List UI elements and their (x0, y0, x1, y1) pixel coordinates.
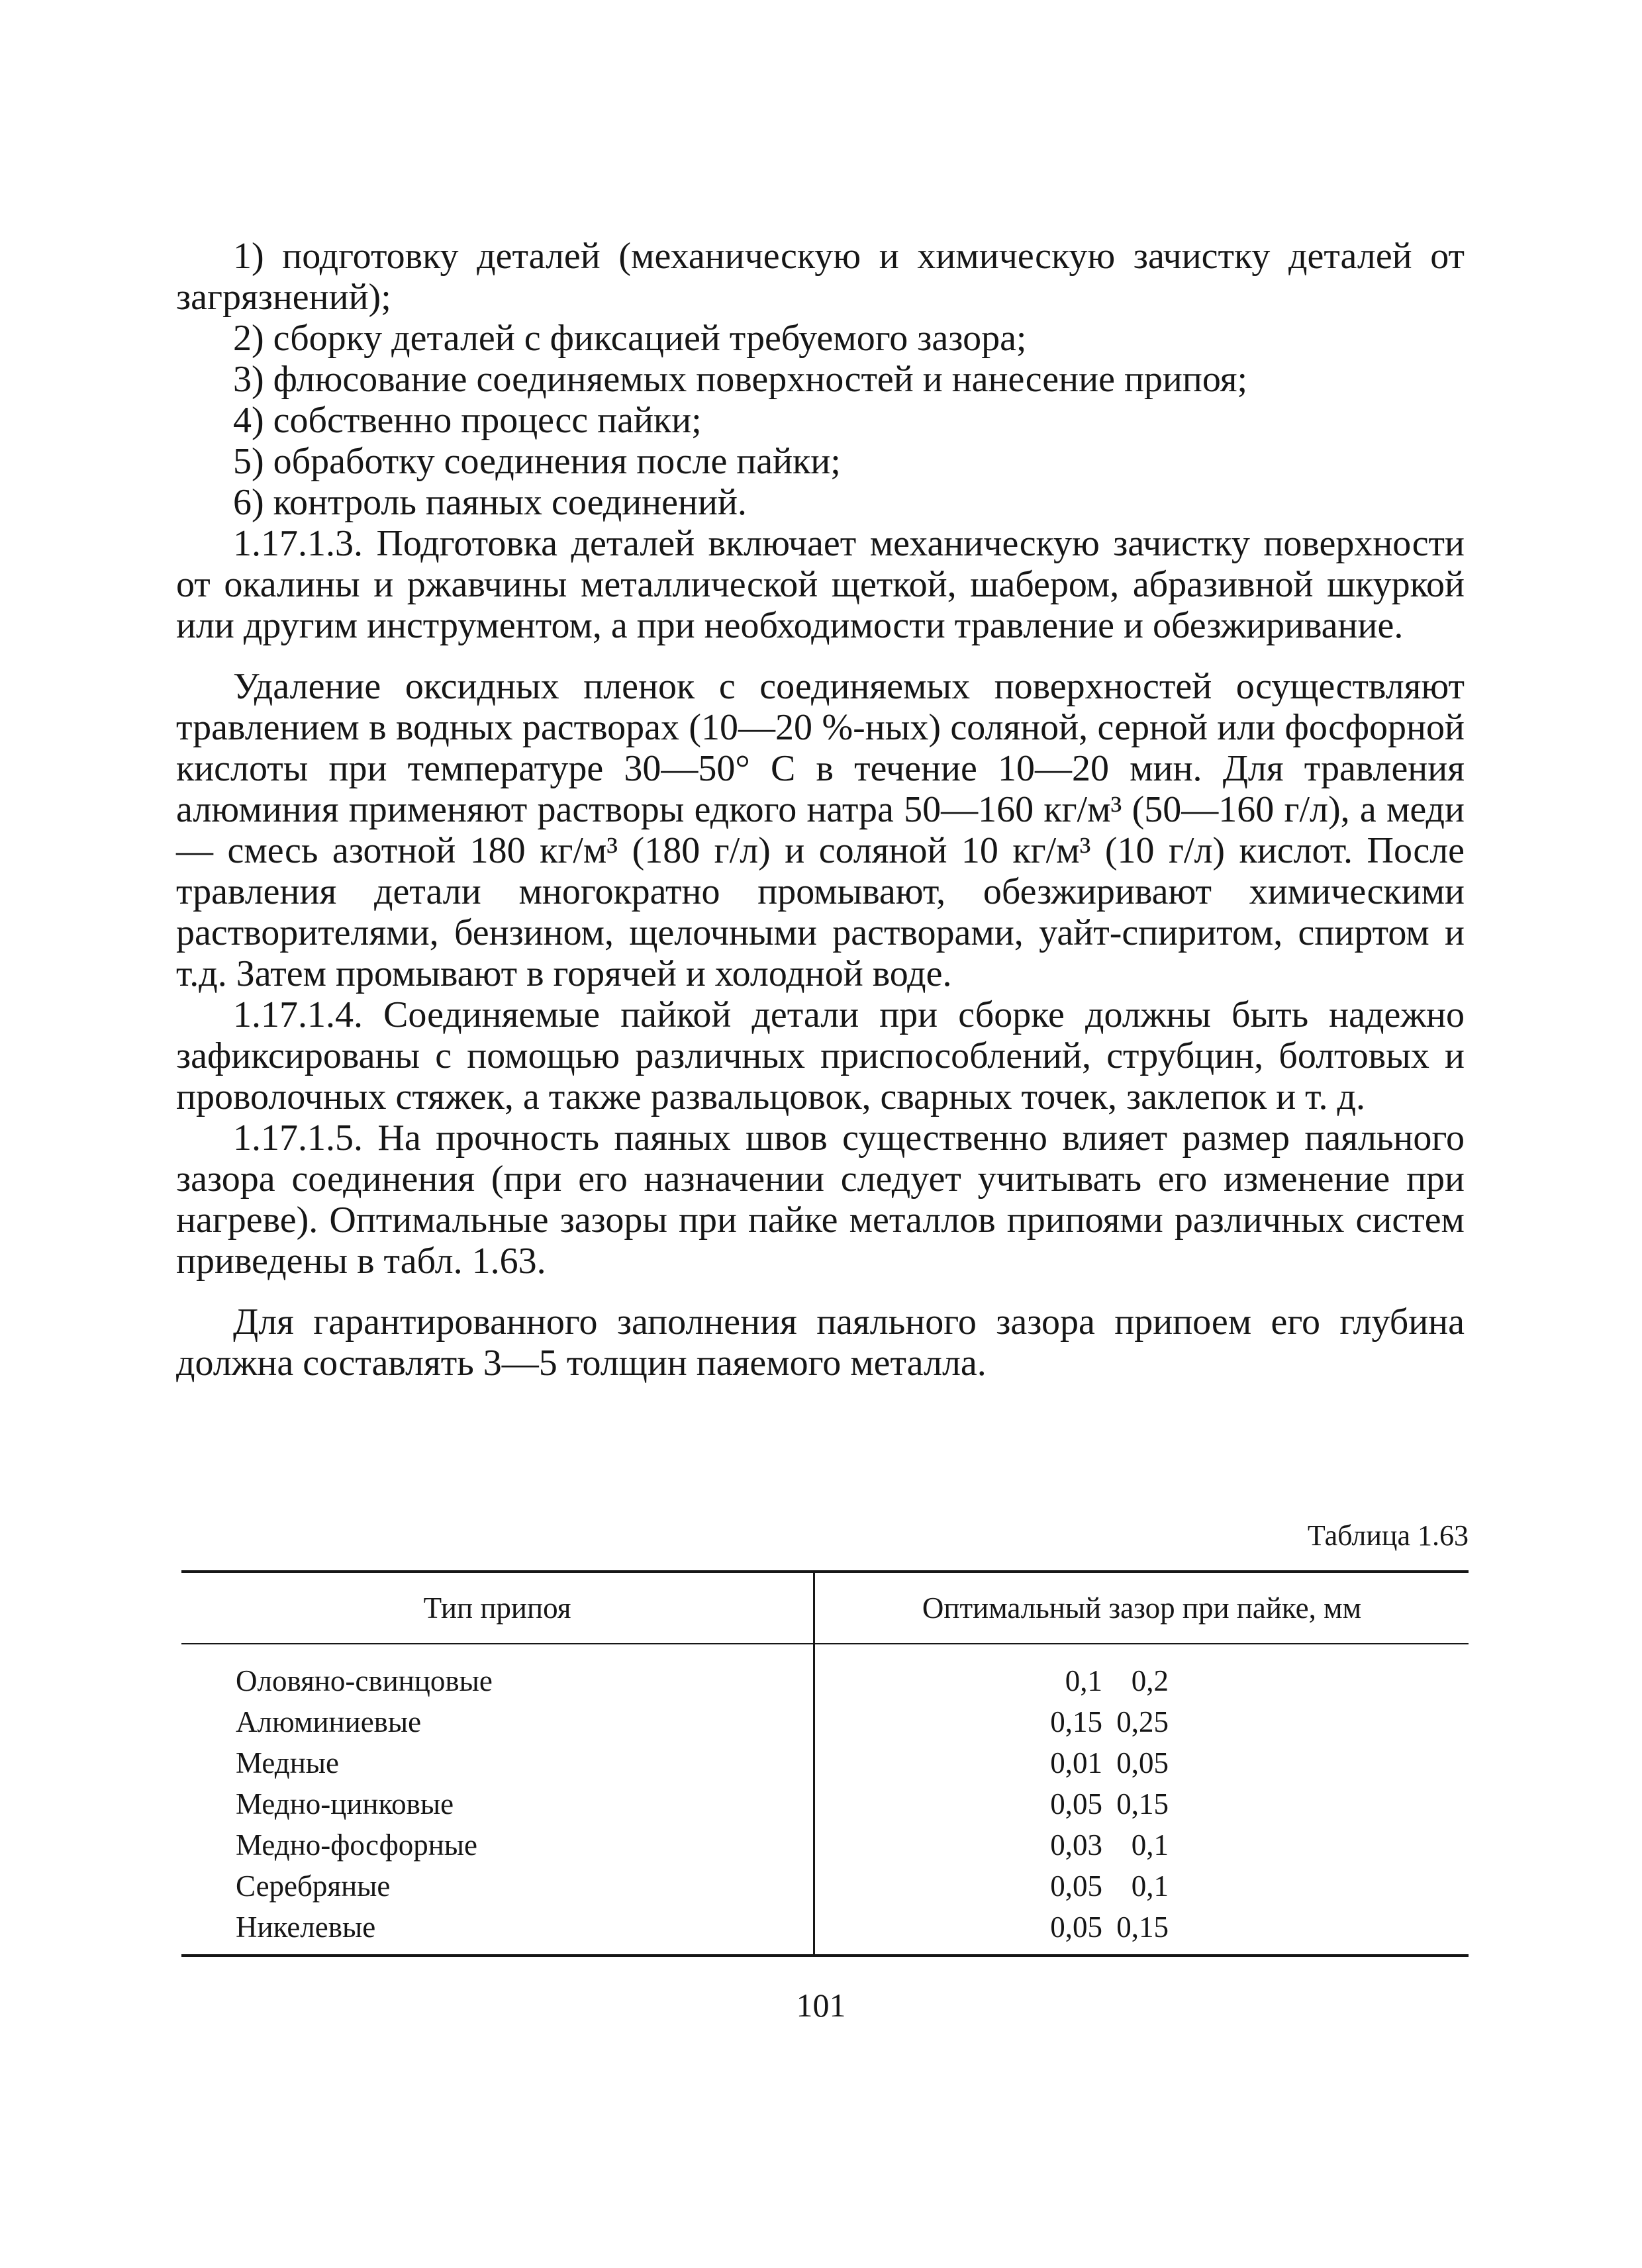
gap-max: 0,15 (1116, 1787, 1169, 1820)
table-row (181, 1742, 1469, 1783)
gap-cell (814, 1907, 1469, 1956)
gap-cell (814, 1866, 1469, 1907)
header-solder-type: Тип припоя (181, 1572, 814, 1644)
gap-max: 0,05 (1116, 1746, 1169, 1779)
gap-cell (814, 1783, 1469, 1824)
body-text (176, 236, 1465, 1384)
solder-type-cell: Алюминиевые (181, 1701, 814, 1742)
gap-min: 0,05 (1050, 1787, 1102, 1820)
gap-cell (814, 1644, 1469, 1701)
gap-min: 0,05 (1050, 1869, 1102, 1903)
list-item: 4) собственно процесс пайки; (233, 400, 702, 441)
gap-min: 0,1 (1065, 1664, 1102, 1697)
solder-type-cell: Никелевые (181, 1907, 814, 1956)
table-row (181, 1701, 1469, 1742)
solder-type-cell: Медно-фосфорные (181, 1824, 814, 1866)
list-item: 6) контроль паяных соединений. (233, 482, 747, 523)
gap-max: 0,1 (1131, 1828, 1169, 1862)
paragraph-1-17-1-3: 1.17.1.3. Подготовка деталей включает механическую зачистку поверхности от окалины и ржавчины металлической щеткой, шабером, абразивной шкуркой или другим инструментом, а при необходимости травление и обезжиривание. (176, 523, 1465, 646)
page-number: 101 (796, 1987, 846, 2024)
table-header-row (181, 1572, 1469, 1644)
list-item: 5) обработку соединения после пайки; (233, 441, 841, 482)
gap-min: 0,05 (1050, 1911, 1102, 1944)
header-optimal-gap: Оптимальный зазор при пайке, мм (814, 1572, 1469, 1644)
table-row (181, 1783, 1469, 1824)
paragraph-gap-depth: Для гарантированного заполнения паяльного зазора припоем его глубина должна составлять 3—5 толщин паяемого металла. (176, 1301, 1465, 1384)
gap-max: 0,2 (1131, 1664, 1169, 1697)
solder-type-cell: Медно-цинковые (181, 1783, 814, 1824)
table-row (181, 1866, 1469, 1907)
list-item: 3) флюсование соединяемых поверхностей и нанесение припоя; (233, 359, 1248, 400)
solder-type-cell: Медные (181, 1742, 814, 1783)
gap-cell (814, 1742, 1469, 1783)
list-item: 1) подготовку деталей (механическую и химическую зачистку деталей от загрязнений); (176, 236, 1465, 318)
solder-gap-table (181, 1570, 1469, 1957)
table-row (181, 1907, 1469, 1956)
gap-cell (814, 1701, 1469, 1742)
paragraph-oxide-removal: Удаление оксидных пленок с соединяемых поверхностей осуществляют травлением в водных растворах (10—20 %-ных) соляной, серной или фосфорной кислоты при температуре 30—50° С в течение 10—20 мин. Для травления алюминия применяют растворы едкого натра 50—160 кг/м³ (50—160 г/л), а меди — смесь азотной 180 кг/м³ (180 г/л) и соляной 10 кг/м³ (10 г/л) кислот. После травления детали многократно промывают, обезжиривают химическими растворителями, бензином, щелочными растворами, уайт-спиритом, спиртом и т.д. Затем промывают в горячей и холодной воде. (176, 666, 1465, 994)
table-caption: Таблица 1.63 (1307, 1519, 1469, 1552)
gap-min: 0,15 (1050, 1705, 1102, 1738)
gap-max: 0,15 (1116, 1911, 1169, 1944)
gap-min: 0,03 (1050, 1828, 1102, 1862)
table-row (181, 1824, 1469, 1866)
gap-cell (814, 1824, 1469, 1866)
solder-type-cell: Оловяно-свинцовые (181, 1644, 814, 1701)
gap-max: 0,25 (1116, 1705, 1169, 1738)
list-item: 2) сборку деталей с фиксацией требуемого зазора; (233, 318, 1027, 359)
gap-max: 0,1 (1131, 1869, 1169, 1903)
gap-min: 0,01 (1050, 1746, 1102, 1779)
paragraph-1-17-1-5: 1.17.1.5. На прочность паяных швов существенно влияет размер паяльного зазора соединения (при его назначении следует учитывать его изменение при нагреве). Оптимальные зазоры при пайке металлов припоями различных систем приведены в табл. 1.63. (176, 1117, 1465, 1282)
table-row (181, 1644, 1469, 1701)
paragraph-1-17-1-4: 1.17.1.4. Соединяемые пайкой детали при сборке должны быть надежно зафиксированы с помощью различных приспособлений, струбцин, болтовых и проволочных стяжек, а также развальцовок, сварных точек, заклепок и т. д. (176, 994, 1465, 1117)
solder-type-cell: Серебряные (181, 1866, 814, 1907)
